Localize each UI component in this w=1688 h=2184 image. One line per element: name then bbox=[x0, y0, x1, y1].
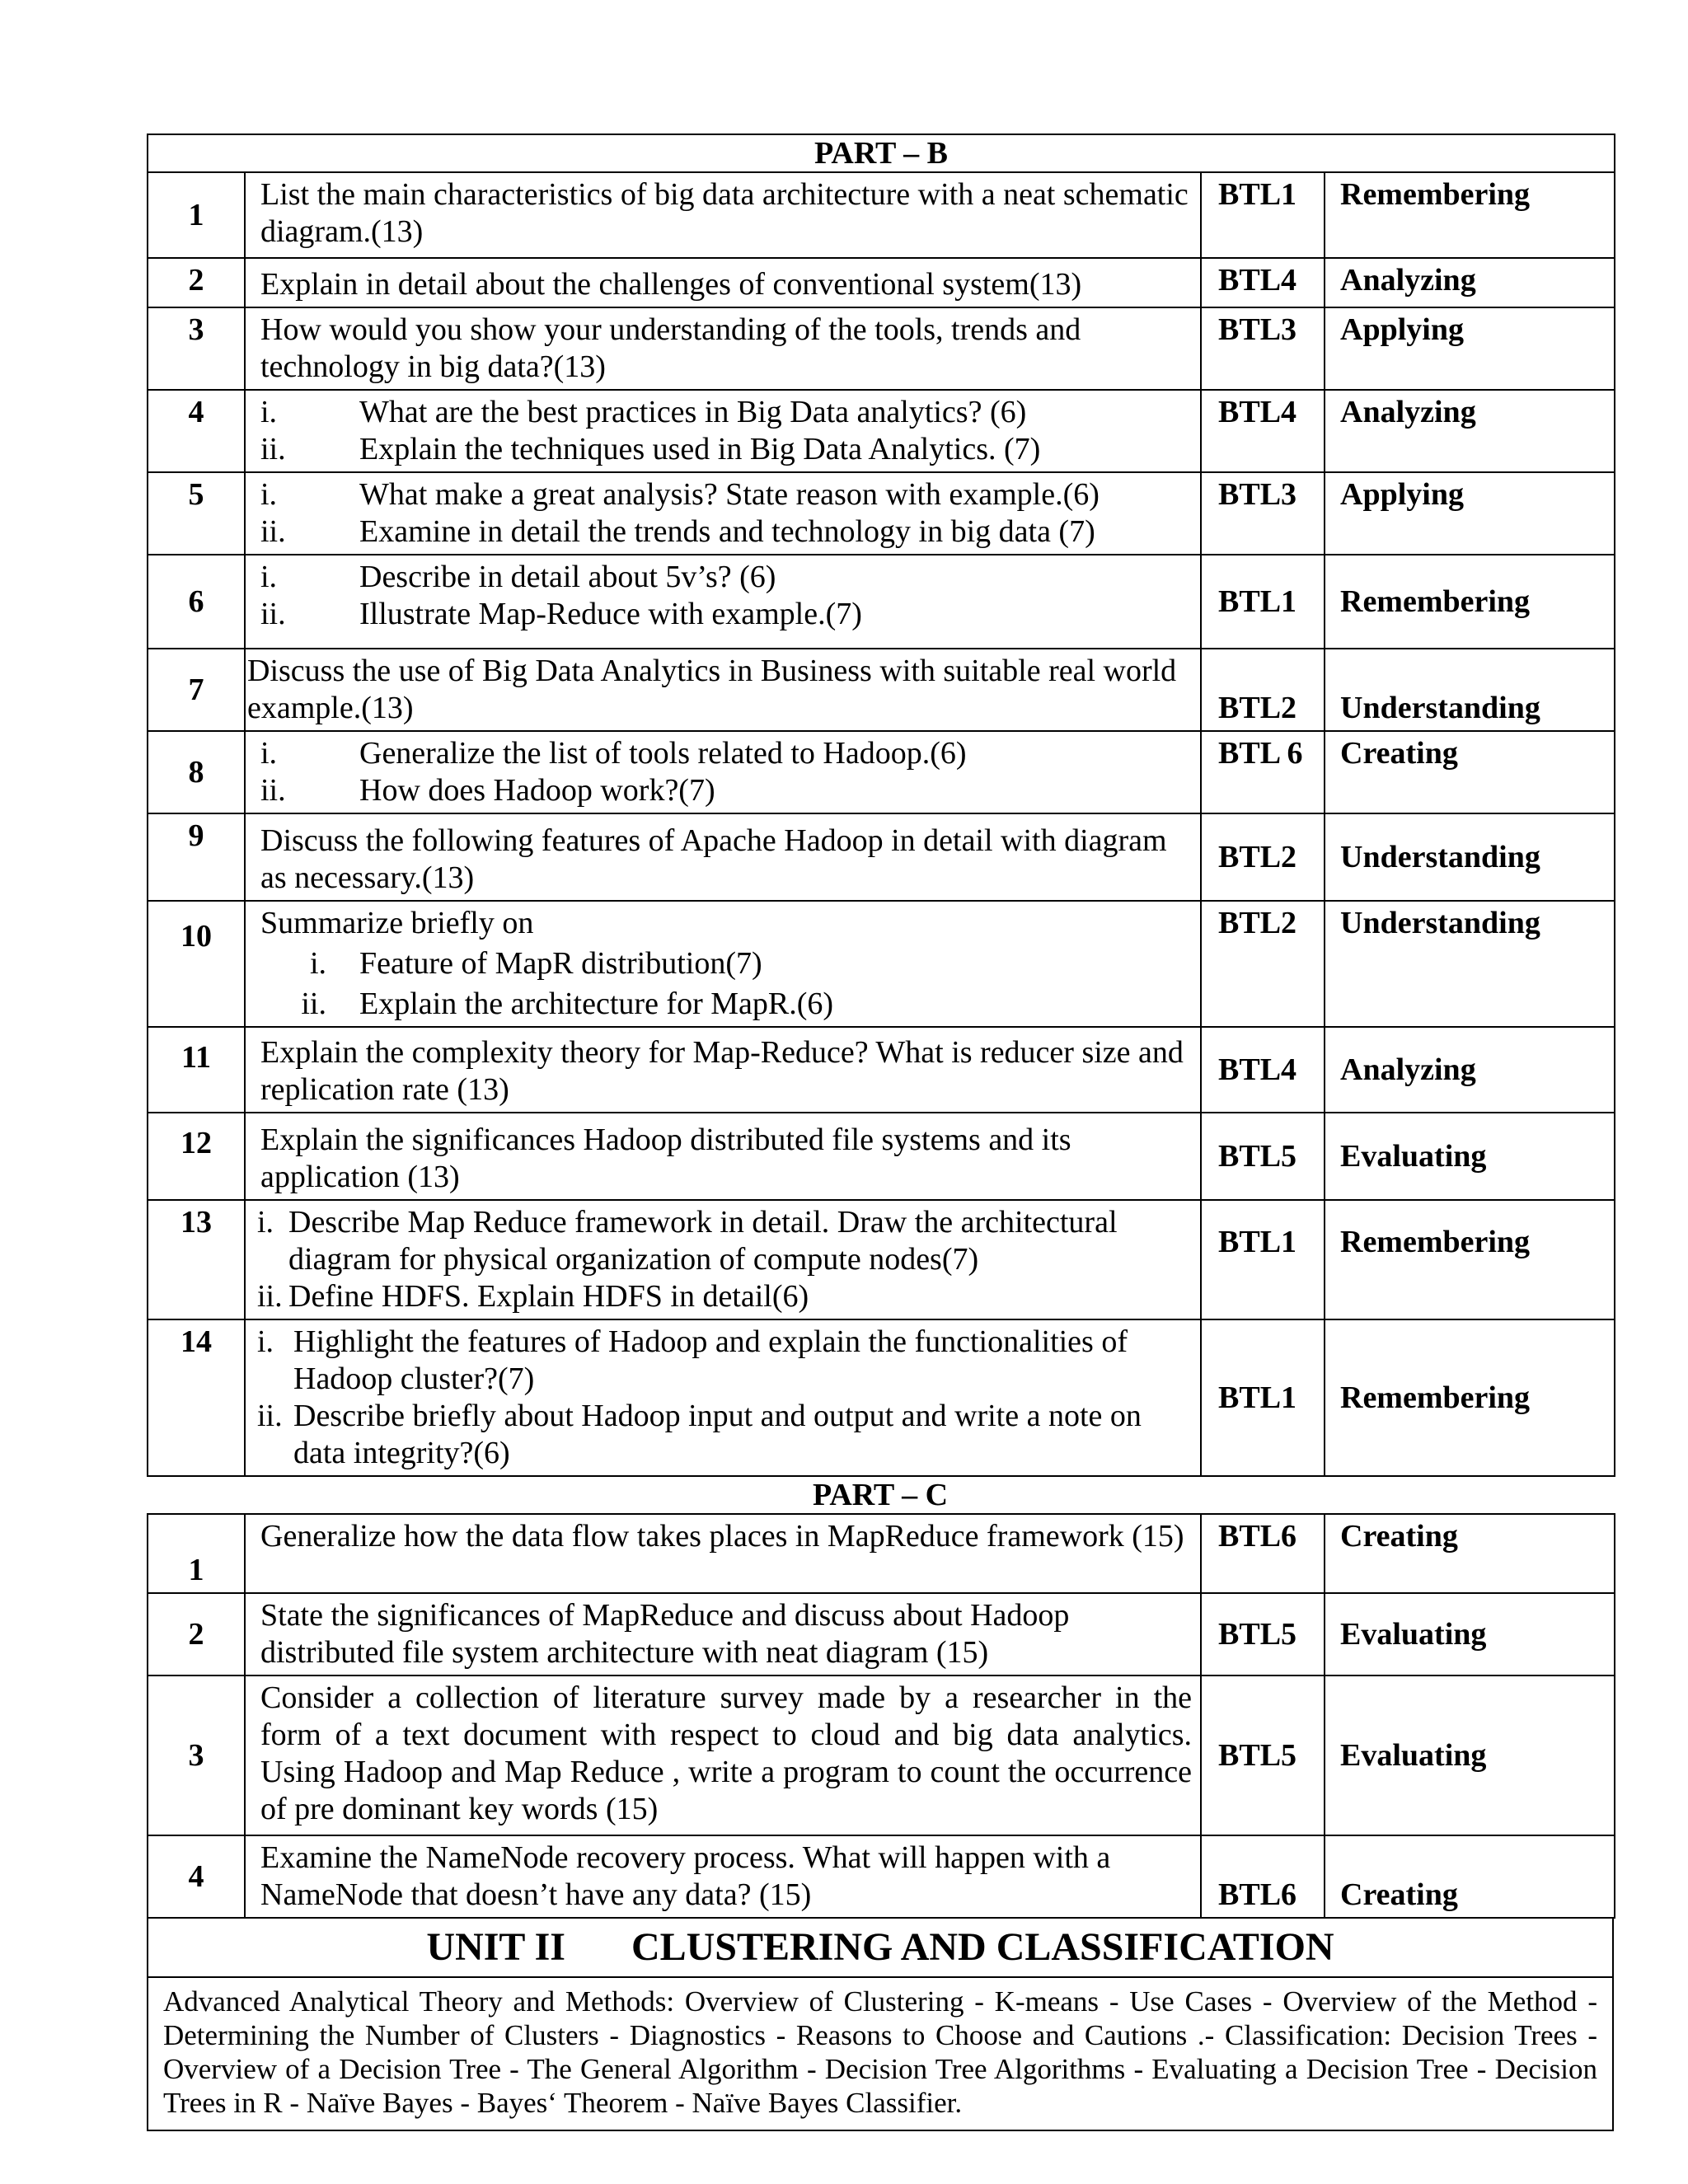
sub-question: What are the best practices in Big Data analytics? (6) bbox=[359, 395, 1027, 429]
sub-question: What make a great analysis? State reason with example.(6) bbox=[359, 477, 1100, 512]
roman-numeral: ii. bbox=[260, 597, 286, 631]
competence-level: Evaluating bbox=[1325, 1675, 1615, 1835]
competence-level: Remembering bbox=[1325, 555, 1615, 649]
sub-question: Describe in detail about 5v’s? (6) bbox=[359, 560, 776, 594]
question-text: Consider a collection of literature survey made by a researcher in the form of a text document with respect to cloud and big data analytics. Using Hadoop and Map Reduce , write a program to count the occurrence of pre dominant key words (15) bbox=[245, 1675, 1201, 1835]
roman-numeral: ii. bbox=[301, 987, 326, 1021]
question-number: 3 bbox=[148, 1675, 245, 1835]
btl-code: BTL2 bbox=[1201, 901, 1325, 1027]
question-number: 14 bbox=[148, 1319, 245, 1476]
btl-code: BTL4 bbox=[1201, 258, 1325, 307]
roman-numeral: i. bbox=[257, 1324, 274, 1359]
question-text: Explain the complexity theory for Map-Reduce? What is reducer size and replication rate (13) bbox=[245, 1027, 1201, 1113]
btl-code: BTL1 bbox=[1201, 555, 1325, 649]
question-text bbox=[245, 390, 1201, 472]
part-b-heading: PART – B bbox=[814, 136, 948, 171]
competence-level: Creating bbox=[1325, 1514, 1615, 1593]
competence-level: Evaluating bbox=[1325, 1593, 1615, 1675]
question-text bbox=[245, 555, 1201, 649]
question-text bbox=[245, 472, 1201, 555]
question-number: 1 bbox=[148, 172, 245, 258]
roman-numeral: i. bbox=[257, 1205, 274, 1240]
sub-question: Generalize the list of tools related to Hadoop.(6) bbox=[359, 736, 967, 771]
table-row bbox=[148, 472, 1615, 555]
competence-level: Understanding bbox=[1325, 901, 1615, 1027]
question-text bbox=[245, 1200, 1201, 1319]
roman-numeral: i. bbox=[260, 560, 278, 594]
roman-numeral: ii. bbox=[260, 773, 286, 808]
roman-numeral: i. bbox=[260, 736, 278, 771]
sub-question: Describe briefly about Hadoop input and output and write a note on data integrity?(6) bbox=[293, 1399, 1142, 1470]
table-row bbox=[148, 390, 1615, 472]
question-number: 4 bbox=[148, 390, 245, 472]
sub-question: Explain the techniques used in Big Data Analytics. (7) bbox=[359, 432, 1041, 466]
question-text: How would you show your understanding of the tools, trends and technology in big data?(13) bbox=[245, 307, 1201, 390]
sub-question: Define HDFS. Explain HDFS in detail(6) bbox=[288, 1279, 809, 1314]
table-row bbox=[148, 1319, 1615, 1476]
btl-code: BTL6 bbox=[1201, 1514, 1325, 1593]
btl-code: BTL 6 bbox=[1201, 731, 1325, 813]
sub-question: Highlight the features of Hadoop and explain the functionalities of Hadoop cluster?(7) bbox=[293, 1324, 1128, 1396]
btl-code: BTL4 bbox=[1201, 390, 1325, 472]
question-number: 1 bbox=[148, 1514, 245, 1593]
question-text bbox=[245, 1319, 1201, 1476]
question-text: List the main characteristics of big data architecture with a neat schematic diagram.(13) bbox=[245, 172, 1201, 258]
competence-level: Applying bbox=[1325, 472, 1615, 555]
sub-question: Feature of MapR distribution(7) bbox=[359, 946, 762, 981]
table-row bbox=[148, 1835, 1615, 1918]
question-number: 10 bbox=[148, 901, 245, 1027]
competence-level: Analyzing bbox=[1325, 258, 1615, 307]
question-number: 8 bbox=[148, 731, 245, 813]
question-number: 5 bbox=[148, 472, 245, 555]
question-text: Explain in detail about the challenges of conventional system(13) bbox=[245, 258, 1201, 307]
part-c-heading: PART – C bbox=[812, 1478, 949, 1512]
competence-level: Analyzing bbox=[1325, 1027, 1615, 1113]
part-c-table bbox=[147, 1513, 1615, 1919]
question-text bbox=[245, 901, 1201, 1027]
sub-question: Explain the architecture for MapR.(6) bbox=[359, 987, 834, 1021]
btl-code: BTL5 bbox=[1201, 1593, 1325, 1675]
part-b-table bbox=[147, 134, 1615, 1477]
sub-question: Describe Map Reduce framework in detail. Draw the architectural diagram for physical organization of compute nodes(7) bbox=[288, 1205, 1118, 1277]
question-number: 7 bbox=[148, 649, 245, 731]
question-text bbox=[245, 731, 1201, 813]
btl-code: BTL2 bbox=[1201, 649, 1325, 731]
competence-level: Creating bbox=[1325, 1835, 1615, 1918]
sub-question-intro: Summarize briefly on bbox=[260, 906, 534, 940]
table-row bbox=[148, 813, 1615, 901]
question-text: State the significances of MapReduce and discuss about Hadoop distributed file system architecture with neat diagram (15) bbox=[245, 1593, 1201, 1675]
competence-level: Remembering bbox=[1325, 1200, 1615, 1319]
table-row bbox=[148, 731, 1615, 813]
table-row bbox=[148, 1593, 1615, 1675]
btl-code: BTL5 bbox=[1201, 1113, 1325, 1200]
roman-numeral: ii. bbox=[257, 1279, 283, 1314]
question-text: Discuss the following features of Apache Hadoop in detail with diagram as necessary.(13) bbox=[245, 813, 1201, 901]
roman-numeral: i. bbox=[260, 477, 278, 512]
competence-level: Remembering bbox=[1325, 1319, 1615, 1476]
competence-level: Remembering bbox=[1325, 172, 1615, 258]
competence-level: Analyzing bbox=[1325, 390, 1615, 472]
table-row bbox=[148, 307, 1615, 390]
roman-numeral: ii. bbox=[260, 514, 286, 549]
question-number: 2 bbox=[148, 1593, 245, 1675]
question-bank-sheet bbox=[147, 134, 1614, 2131]
table-row bbox=[148, 1514, 1615, 1593]
table-row bbox=[148, 258, 1615, 307]
table-row bbox=[148, 1027, 1615, 1113]
question-number: 6 bbox=[148, 555, 245, 649]
btl-code: BTL5 bbox=[1201, 1675, 1325, 1835]
competence-level: Applying bbox=[1325, 307, 1615, 390]
competence-level: Understanding bbox=[1325, 813, 1615, 901]
question-text: Discuss the use of Big Data Analytics in Business with suitable real world example.(13) bbox=[245, 649, 1201, 731]
table-row bbox=[148, 172, 1615, 258]
btl-code: BTL1 bbox=[1201, 172, 1325, 258]
question-number: 3 bbox=[148, 307, 245, 390]
table-row bbox=[148, 649, 1615, 731]
btl-code: BTL1 bbox=[1201, 1319, 1325, 1476]
btl-code: BTL2 bbox=[1201, 813, 1325, 901]
question-number: 9 bbox=[148, 813, 245, 901]
table-row bbox=[148, 1200, 1615, 1319]
question-text: Explain the significances Hadoop distributed file systems and its application (13) bbox=[245, 1113, 1201, 1200]
roman-numeral: ii. bbox=[257, 1399, 283, 1433]
competence-level: Understanding bbox=[1325, 649, 1615, 731]
roman-numeral: ii. bbox=[260, 432, 286, 466]
btl-code: BTL3 bbox=[1201, 307, 1325, 390]
btl-code: BTL3 bbox=[1201, 472, 1325, 555]
question-number: 11 bbox=[148, 1027, 245, 1113]
question-number: 13 bbox=[148, 1200, 245, 1319]
sub-question: Illustrate Map-Reduce with example.(7) bbox=[359, 597, 862, 631]
question-number: 12 bbox=[148, 1113, 245, 1200]
question-text: Generalize how the data flow takes places in MapReduce framework (15) bbox=[245, 1514, 1201, 1593]
btl-code: BTL1 bbox=[1201, 1200, 1325, 1319]
table-row bbox=[148, 555, 1615, 649]
btl-code: BTL4 bbox=[1201, 1027, 1325, 1113]
competence-level: Creating bbox=[1325, 731, 1615, 813]
unit-title: CLUSTERING AND CLASSIFICATION bbox=[631, 1925, 1334, 1969]
question-number: 2 bbox=[148, 258, 245, 307]
unit-number: UNIT II bbox=[426, 1925, 565, 1969]
unit-syllabus: Advanced Analytical Theory and Methods: Overview of Clustering - K-means - Use Cases - Overview of the Method - Determining the Number of Clusters - Diagnostics - Reasons to Choose and Cautions .- Classification: Decision Trees - Overview of a Decision Tree - The General Algorithm - Decision Tree Algorithms - Evaluating a Decision Tree - Decision Trees in R - Naïve Bayes - Bayes‘ Theorem - Naïve Bayes Classifier. bbox=[147, 1978, 1614, 2131]
question-number: 4 bbox=[148, 1835, 245, 1918]
btl-code: BTL6 bbox=[1201, 1835, 1325, 1918]
unit-heading bbox=[147, 1919, 1614, 1978]
question-text: Examine the NameNode recovery process. What will happen with a NameNode that doesn’t have any data? (15) bbox=[245, 1835, 1201, 1918]
roman-numeral: i. bbox=[309, 946, 326, 981]
table-row bbox=[148, 1113, 1615, 1200]
table-row bbox=[148, 901, 1615, 1027]
sub-question: How does Hadoop work?(7) bbox=[359, 773, 715, 808]
roman-numeral: i. bbox=[260, 395, 278, 429]
sub-question: Examine in detail the trends and technology in big data (7) bbox=[359, 514, 1095, 549]
competence-level: Evaluating bbox=[1325, 1113, 1615, 1200]
table-row bbox=[148, 1675, 1615, 1835]
